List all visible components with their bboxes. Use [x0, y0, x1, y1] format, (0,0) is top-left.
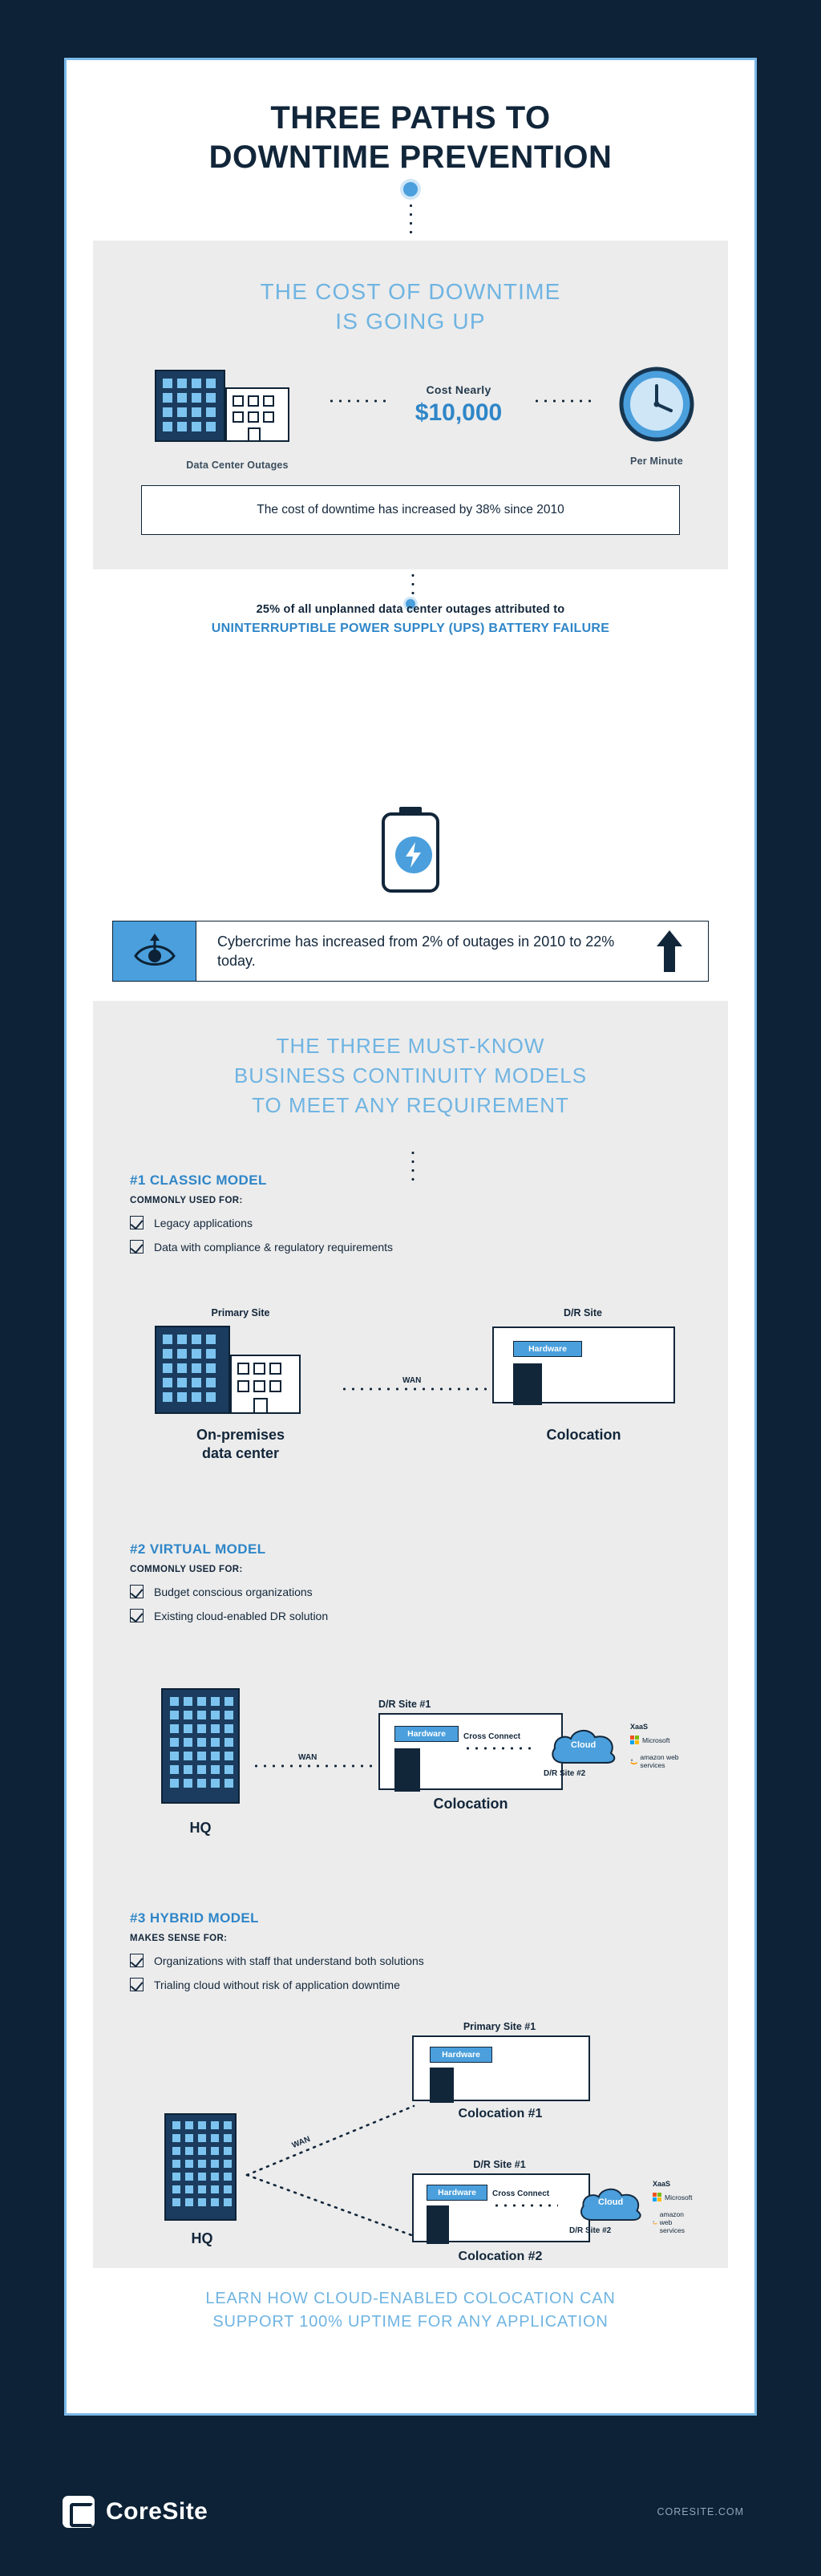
model-2-xaas-label: XaaS	[630, 1723, 649, 1731]
cost-heading-line-1: THE COST OF DOWNTIME	[260, 279, 561, 304]
model-virtual	[130, 1541, 691, 1622]
model-3-left-title: HQ	[191, 2230, 213, 2246]
battery-icon-group	[370, 805, 451, 899]
models-heading	[93, 1001, 728, 1120]
model-2-wan-label: WAN	[295, 1753, 320, 1762]
model-3-hardware-chip-bottom: Hardware	[427, 2185, 487, 2201]
model-2-vendor-0	[630, 1736, 669, 1745]
model-1-item-0	[130, 1216, 691, 1229]
model-2-diagram	[130, 1676, 691, 1861]
ups-line-1: 25% of all unplanned data center outages attributed to	[256, 603, 565, 616]
title-line-2: DOWNTIME PREVENTION	[208, 139, 613, 175]
model-2-cloud-label: Cloud	[571, 1740, 597, 1750]
model-3-colocation-2-box	[412, 2173, 590, 2242]
model-2-item-0	[130, 1585, 691, 1598]
cost-heading-line-2: IS GOING UP	[335, 308, 486, 334]
footer-url[interactable]: CORESITE.COM	[657, 2506, 744, 2517]
data-center-icon	[149, 364, 317, 444]
model-2-hardware-chip: Hardware	[394, 1726, 459, 1742]
model-3-branch-links	[242, 2095, 427, 2255]
model-2-dr-site-1-label: D/R Site #1	[378, 1699, 431, 1710]
model-2-right-title: Colocation	[433, 1796, 508, 1812]
coresite-logo-icon	[63, 2496, 95, 2528]
brand-logo[interactable]	[63, 2496, 208, 2528]
model-3-vendor-0-text: Microsoft	[665, 2193, 693, 2201]
checkbox-icon	[130, 1240, 144, 1254]
model-3-title: #3 HYBRID MODEL	[130, 1910, 259, 1926]
model-3-item-1	[130, 1978, 691, 1991]
checkbox-icon	[130, 1954, 144, 1967]
model-2-colocation-box	[378, 1713, 563, 1790]
model-3-cross-connect-label: Cross Connect	[492, 2189, 550, 2198]
cybercrime-text: Cybercrime has increased from 2% of outages in 2010 to 22% today.	[217, 933, 615, 969]
model-1-left-title-line-1: On-premises	[196, 1427, 285, 1443]
model-1-primary-site-label: Primary Site	[211, 1307, 270, 1318]
hq-building-icon	[157, 1686, 245, 1806]
aws-icon	[630, 1756, 637, 1766]
model-2-cross-connect-label: Cross Connect	[463, 1732, 521, 1741]
cost-row	[93, 364, 728, 476]
clock-icon	[617, 364, 697, 444]
models-heading-line-1: THE THREE MUST-KNOW	[276, 1034, 545, 1058]
cost-near-label: Cost Nearly	[426, 383, 491, 396]
model-1-right-title: Colocation	[546, 1427, 621, 1443]
model-3-hardware-chip-top: Hardware	[430, 2047, 492, 2063]
cost-heading	[93, 241, 728, 337]
model-1-colocation-box	[492, 1326, 675, 1403]
model-3-colocation-1-box	[412, 2035, 590, 2101]
model-2-vendor-0-text: Microsoft	[642, 1736, 670, 1744]
rack-icon	[394, 1748, 420, 1792]
aws-icon	[653, 2218, 657, 2227]
per-minute-group	[597, 364, 717, 467]
model-3-vendor-1-text: amazon web services	[659, 2210, 685, 2234]
model-2-item-1	[130, 1609, 691, 1622]
rack-icon	[513, 1363, 542, 1405]
eye-arrow-icon	[132, 932, 177, 970]
downtime-cost-note-text: The cost of downtime has increased by 38% since 2010	[257, 503, 564, 516]
rack-icon	[430, 2068, 454, 2103]
model-3-dr-site-2-label: D/R Site #2	[569, 2226, 612, 2235]
checkbox-icon	[130, 1585, 144, 1598]
model-3-primary-site-label: Primary Site #1	[463, 2021, 536, 2032]
model-2-cloud	[547, 1723, 621, 1772]
model-2-subtitle: COMMONLY USED FOR:	[130, 1565, 243, 1574]
ups-battery-icon	[370, 805, 451, 895]
model-1-left-title-line-2: data center	[201, 1445, 280, 1462]
models-heading-line-3: TO MEET ANY REQUIREMENT	[252, 1092, 569, 1117]
model-3-item-1-text: Trialing cloud without risk of application downtime	[154, 1978, 400, 1991]
model-classic	[130, 1173, 691, 1254]
cost-amount: $10,000	[415, 399, 503, 426]
model-1-diagram	[130, 1307, 691, 1492]
cybercrime-callout	[112, 921, 709, 982]
footer-bar	[0, 2448, 821, 2576]
model-3-vendor-1	[653, 2210, 691, 2234]
cta-line-2: SUPPORT 100% UPTIME FOR ANY APPLICATION	[212, 2313, 609, 2331]
model-2-vendor-1-text: amazon web services	[640, 1753, 679, 1769]
model-3-diagram	[130, 2021, 691, 2278]
ups-line-2: UNINTERRUPTIBLE POWER SUPPLY (UPS) BATTERY FAILURE	[211, 622, 610, 635]
microsoft-icon	[630, 1736, 640, 1745]
model-1-wan-link	[340, 1387, 492, 1391]
model-2-title: #2 VIRTUAL MODEL	[130, 1541, 266, 1557]
on-premises-building-icon	[149, 1322, 334, 1418]
ups-section	[93, 603, 728, 636]
model-2-item-1-text: Existing cloud-enabled DR solution	[154, 1609, 329, 1622]
model-3-item-0	[130, 1954, 691, 1967]
model-2-wan-link	[252, 1764, 377, 1768]
brand-name: CoreSite	[106, 2498, 208, 2525]
hq-building-icon	[160, 2111, 241, 2223]
model-3-xaas-label: XaaS	[653, 2180, 671, 2188]
title-line-1: THREE PATHS TO	[270, 100, 551, 136]
model-1-item-1	[130, 1240, 691, 1254]
connector-title-to-cost	[409, 201, 413, 240]
model-3-colocation-2-title: Colocation #2	[458, 2250, 543, 2263]
svg-text:a: a	[630, 1758, 633, 1762]
checkbox-icon	[130, 1609, 144, 1622]
model-1-dr-site-label: D/R Site	[564, 1307, 602, 1318]
model-1-subtitle: COMMONLY USED FOR:	[130, 1196, 243, 1205]
rack-icon	[427, 2205, 449, 2244]
model-3-vendor-0	[653, 2193, 692, 2202]
per-minute-caption: Per Minute	[630, 455, 683, 467]
model-3-cross-connect-link	[492, 2204, 558, 2207]
model-3-dr-site-1-label: D/R Site #1	[473, 2159, 526, 2170]
model-3-cloud-label: Cloud	[598, 2197, 624, 2207]
checkbox-icon	[130, 1978, 144, 1991]
model-3-subtitle: MAKES SENSE FOR:	[130, 1934, 228, 1943]
model-2-dr-site-2-label: D/R Site #2	[544, 1769, 586, 1778]
model-1-hardware-chip: Hardware	[513, 1341, 582, 1357]
downtime-cost-note	[141, 485, 680, 535]
model-2-left-title: HQ	[189, 1820, 212, 1836]
model-2-cross-connect-link	[463, 1747, 532, 1750]
connector-left	[327, 399, 386, 403]
up-arrow-icon	[656, 930, 683, 972]
model-3-item-0-text: Organizations with staff that understand both solutions	[154, 1954, 424, 1967]
connector-right	[532, 399, 592, 403]
model-3-cloud	[576, 2181, 646, 2229]
data-center-group	[149, 364, 326, 471]
microsoft-icon	[653, 2193, 662, 2202]
model-2-item-0-text: Budget conscious organizations	[154, 1585, 313, 1598]
cost-figure	[386, 383, 531, 427]
svg-text:a: a	[653, 2220, 655, 2223]
data-center-caption: Data Center Outages	[186, 459, 289, 471]
page-title	[67, 60, 754, 177]
checkbox-icon	[130, 1216, 144, 1229]
cybercrime-arrow-wrap	[631, 930, 708, 972]
cybercrime-icon-wrap	[113, 921, 196, 981]
model-2-vendor-1	[630, 1753, 691, 1769]
model-3-colocation-1-title: Colocation #1	[458, 2107, 543, 2120]
model-1-item-1-text: Data with compliance & regulatory requirements	[154, 1240, 394, 1254]
title-bullet	[400, 179, 421, 200]
model-1-left-title	[144, 1426, 337, 1464]
models-heading-line-2: BUSINESS CONTINUITY MODELS	[233, 1063, 588, 1088]
model-3-wan-label: WAN	[288, 2134, 314, 2152]
cta-block	[93, 2287, 728, 2334]
model-1-title: #1 CLASSIC MODEL	[130, 1173, 267, 1188]
model-hybrid	[130, 1910, 691, 1991]
model-1-wan-label: WAN	[399, 1376, 424, 1385]
cta-line-1: LEARN HOW CLOUD-ENABLED COLOCATION CAN	[205, 2290, 616, 2307]
model-1-item-0-text: Legacy applications	[154, 1216, 253, 1229]
